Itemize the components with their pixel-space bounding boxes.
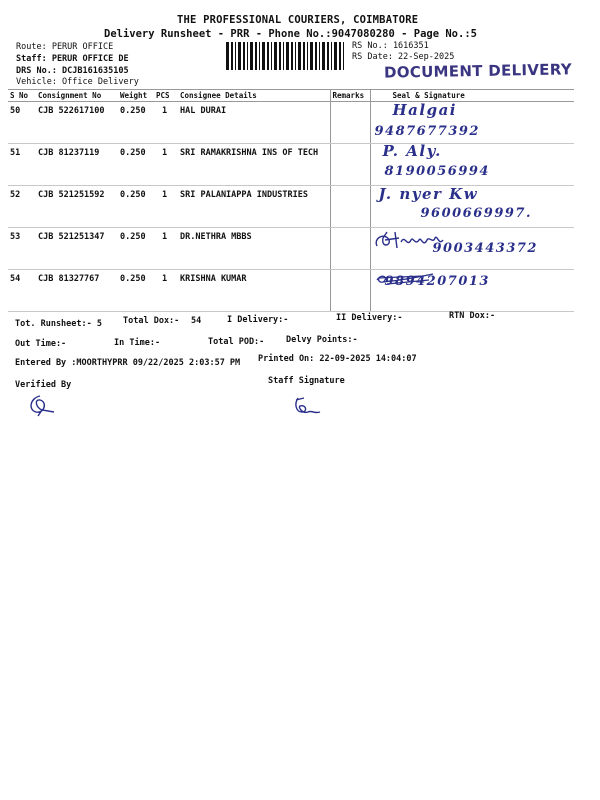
- row-consignment: CJB 521251347: [36, 228, 118, 270]
- row-consignee: SRI PALANIAPPA INDUSTRIES: [178, 186, 330, 228]
- vehicle-label: Vehicle: Office Delivery: [16, 77, 139, 87]
- verified-by-label: Verified By: [15, 380, 72, 390]
- row-consignment: CJB 81327767: [36, 270, 118, 312]
- col-weight: Weight: [118, 90, 154, 102]
- rs-number: RS No.: 1616351: [352, 41, 429, 51]
- col-consignment: Consignment No: [36, 90, 118, 102]
- row-signature: [370, 186, 574, 228]
- runsheet-table: [8, 89, 574, 312]
- staff-label: Staff: PERUR OFFICE DE: [16, 54, 129, 64]
- row-consignee: SRI RAMAKRISHNA INS OF TECH: [178, 144, 330, 186]
- first-delivery-label: I Delivery:-: [227, 315, 289, 325]
- table-row: [8, 144, 574, 186]
- total-dox-label: Total Dox:-: [123, 316, 180, 326]
- row-sno: 51: [8, 144, 36, 186]
- row-remarks: [330, 186, 370, 228]
- row-pcs: 1: [154, 228, 178, 270]
- handwritten-phone: 9487677392: [374, 124, 480, 139]
- row-remarks: [330, 102, 370, 144]
- row-signature: [370, 228, 574, 270]
- col-pcs: PCS: [154, 90, 178, 102]
- table-row: [8, 228, 574, 270]
- row-remarks: [330, 144, 370, 186]
- row-weight: 0.250: [118, 102, 154, 144]
- row-pcs: 1: [154, 102, 178, 144]
- document-delivery-stamp: DOCUMENT DELIVERY: [383, 60, 573, 82]
- row-signature: [370, 102, 574, 144]
- handwritten-signature: Halgai: [392, 101, 457, 119]
- row-sno: 52: [8, 186, 36, 228]
- row-pcs: 1: [154, 186, 178, 228]
- row-consignee: DR.NETHRA MBBS: [178, 228, 330, 270]
- total-pod-label: Total POD:-: [208, 337, 265, 347]
- handwritten-phone: 9894207013: [384, 274, 490, 289]
- row-signature: [370, 270, 574, 312]
- out-time-label: Out Time:-: [15, 339, 67, 349]
- table-row: [8, 102, 574, 144]
- second-delivery-label: II Delivery:-: [336, 313, 403, 323]
- staff-signature-label: Staff Signature: [268, 376, 345, 386]
- handwritten-signature: P. Aly.: [382, 142, 442, 160]
- row-signature: [370, 144, 574, 186]
- in-time-label: In Time:-: [114, 338, 161, 348]
- row-pcs: 1: [154, 144, 178, 186]
- row-consignee: KRISHNA KUMAR: [178, 270, 330, 312]
- rtn-dox-label: RTN Dox:-: [449, 311, 496, 321]
- verified-by-signature: [24, 392, 58, 418]
- row-remarks: [330, 228, 370, 270]
- row-consignment: CJB 521251592: [36, 186, 118, 228]
- handwritten-signature: J. nyer Kw: [378, 185, 479, 203]
- row-consignee: HAL DURAI: [178, 102, 330, 144]
- staff-signature-mark: [290, 394, 326, 418]
- table-header-row: [8, 90, 574, 102]
- table-row: [8, 186, 574, 228]
- col-remarks: Remarks: [330, 90, 370, 102]
- runsheet-title: Delivery Runsheet - PRR - Phone No.:9047080280 - Page No.:5: [104, 28, 477, 40]
- rs-date: RS Date: 22-Sep-2025: [352, 52, 455, 62]
- row-consignment: CJB 81237119: [36, 144, 118, 186]
- handwritten-phone: 9600669997.: [420, 206, 532, 221]
- handwritten-phone: 9003443372: [432, 241, 538, 256]
- drs-number: DRS No.: DCJB161635105: [16, 66, 129, 76]
- row-sno: 50: [8, 102, 36, 144]
- route-label: Route: PERUR OFFICE: [16, 42, 114, 52]
- row-pcs: 1: [154, 270, 178, 312]
- total-runsheet: Tot. Runsheet:- 5: [15, 319, 102, 329]
- entered-by: Entered By :MOORTHYPRR 09/22/2025 2:03:57 PM: [15, 358, 241, 368]
- col-sno: S No: [8, 90, 36, 102]
- row-weight: 0.250: [118, 270, 154, 312]
- col-seal-signature: Seal & Signature: [370, 90, 574, 102]
- row-remarks: [330, 270, 370, 312]
- table-row: [8, 270, 574, 312]
- delivery-points-label: Delvy Points:-: [286, 335, 358, 345]
- row-weight: 0.250: [118, 186, 154, 228]
- barcode-image: [226, 42, 348, 70]
- row-weight: 0.250: [118, 144, 154, 186]
- company-name: THE PROFESSIONAL COURIERS, COIMBATORE: [177, 14, 419, 26]
- row-sno: 54: [8, 270, 36, 312]
- total-dox-value: 54: [191, 316, 202, 326]
- printed-on: Printed On: 22-09-2025 14:04:07: [258, 354, 417, 364]
- row-sno: 53: [8, 228, 36, 270]
- row-consignment: CJB 522617100: [36, 102, 118, 144]
- col-consignee: Consignee Details: [178, 90, 330, 102]
- handwritten-phone: 8190056994: [384, 164, 490, 179]
- row-weight: 0.250: [118, 228, 154, 270]
